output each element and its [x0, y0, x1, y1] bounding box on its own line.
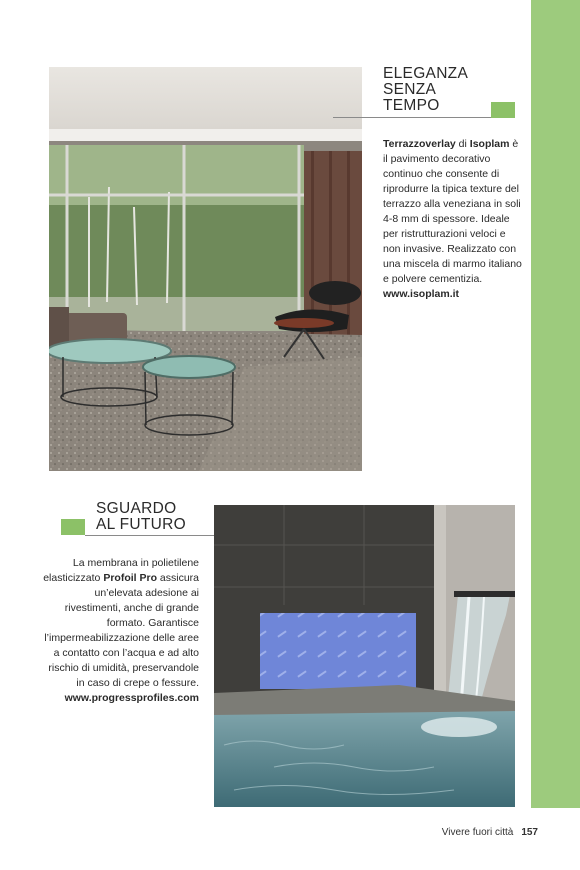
headline-line: ELEGANZA	[383, 65, 469, 82]
page-footer	[442, 827, 538, 838]
article-body: è il pavimento decorativo continuo che consente di riprodurre la tipica texture del terrazzo alla veneziana in soli 4-8 mm di spessore. Ideale per ristrutturazioni veloci e non invasive. Realizzato con una miscela di marmo italiano e polvere cementizia.	[383, 138, 522, 285]
headline-accent-square	[491, 102, 515, 118]
article-body: assicura un’elevata adesione ai rivestimenti, anche di grande formato. Garantisce l’impermeabilizzazione delle aree a contatto con l’acqua e ad alto rischio di umidità, preservandole in caso di crepe o fessure.	[44, 572, 199, 689]
article-text-terrazzoverlay	[383, 137, 523, 302]
website-link[interactable]: www.progressprofiles.com	[64, 692, 199, 704]
section-name: Vivere fuori città	[441, 827, 514, 838]
website-link[interactable]: www.isoplam.it	[383, 288, 460, 300]
living-room-photo	[49, 67, 362, 471]
headline-line: SGUARDO	[96, 500, 177, 517]
headline-line: AL FUTURO	[96, 516, 186, 533]
article-body: La membrana in polietilene elasticizzato	[43, 557, 199, 584]
article-text-profoil	[40, 556, 199, 706]
headline-rule	[333, 117, 491, 118]
product-name: Profoil Pro	[103, 572, 157, 584]
page-number: 157	[521, 827, 538, 838]
headline-accent-square	[61, 519, 85, 535]
side-color-bar	[531, 0, 580, 808]
pool-waterfall-photo	[214, 505, 515, 807]
headline-sguardo	[96, 501, 216, 533]
connector-text: di	[455, 138, 470, 150]
company-name: Isoplam	[469, 138, 510, 150]
headline-line: SENZA	[383, 81, 437, 98]
headline-line: TEMPO	[383, 97, 440, 114]
product-name: Terrazzoverlay	[383, 138, 456, 150]
